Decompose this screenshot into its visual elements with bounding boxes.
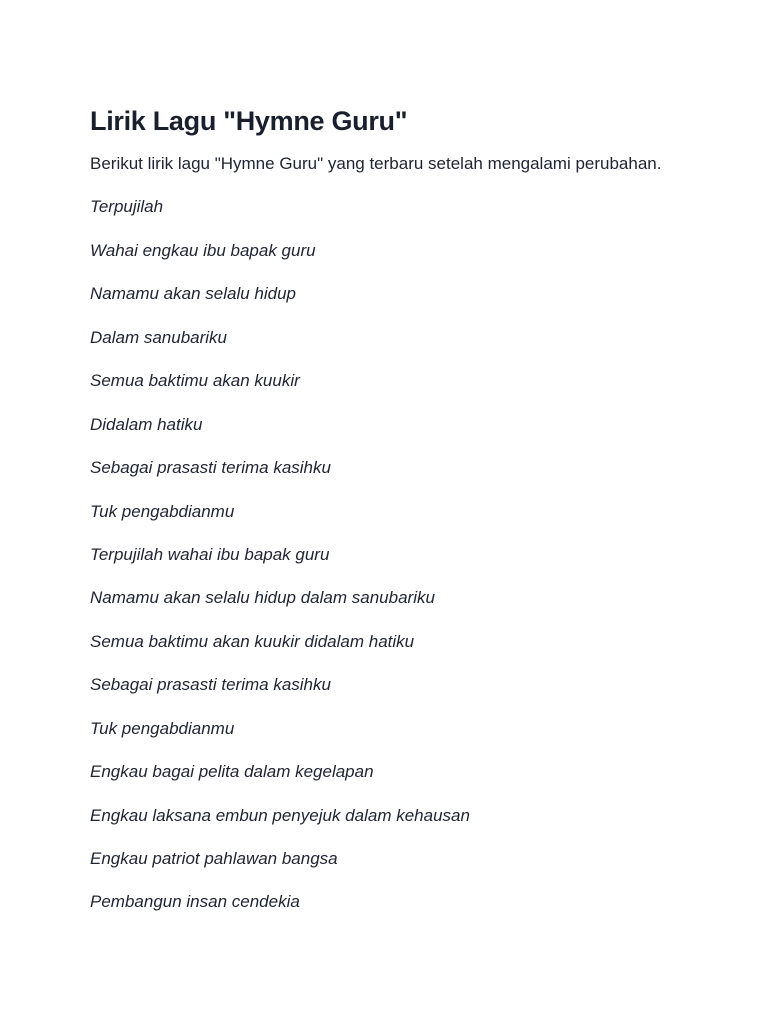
lyric-line: Namamu akan selalu hidup dalam sanubariku (90, 588, 435, 608)
article-title: Lirik Lagu "Hymne Guru" (90, 106, 408, 136)
lyric-line: Terpujilah wahai ibu bapak guru (90, 544, 330, 564)
lyric-line: Engkau laksana embun penyejuk dalam kehausan (90, 805, 470, 825)
lyric-line: Didalam hatiku (90, 414, 203, 434)
article-intro: Berikut lirik lagu "Hymne Guru" yang terbaru setelah mengalami perubahan. (90, 154, 662, 173)
lyric-line: Tuk pengabdianmu (90, 718, 235, 738)
lyric-line: Terpujilah (90, 197, 164, 217)
lyric-line: Tuk pengabdianmu (90, 501, 235, 521)
lyric-line: Namamu akan selalu hidup (90, 284, 297, 304)
lyric-line: Sebagai prasasti terima kasihku (90, 458, 331, 478)
lyric-line: Pembangun insan cendekia (90, 892, 300, 912)
lyric-line: Engkau patriot pahlawan bangsa (90, 849, 338, 868)
lyric-line: Engkau bagai pelita dalam kegelapan (90, 762, 374, 782)
lyric-line: Dalam sanubariku (90, 327, 228, 347)
lyric-line: Semua baktimu akan kuukir (90, 371, 300, 391)
lyric-line: Sebagai prasasti terima kasihku (90, 675, 331, 695)
lyric-line: Semua baktimu akan kuukir didalam hatiku (90, 631, 415, 651)
lyrics-list (90, 194, 728, 915)
article-body (90, 103, 728, 915)
lyric-line: Wahai engkau ibu bapak guru (90, 240, 316, 260)
